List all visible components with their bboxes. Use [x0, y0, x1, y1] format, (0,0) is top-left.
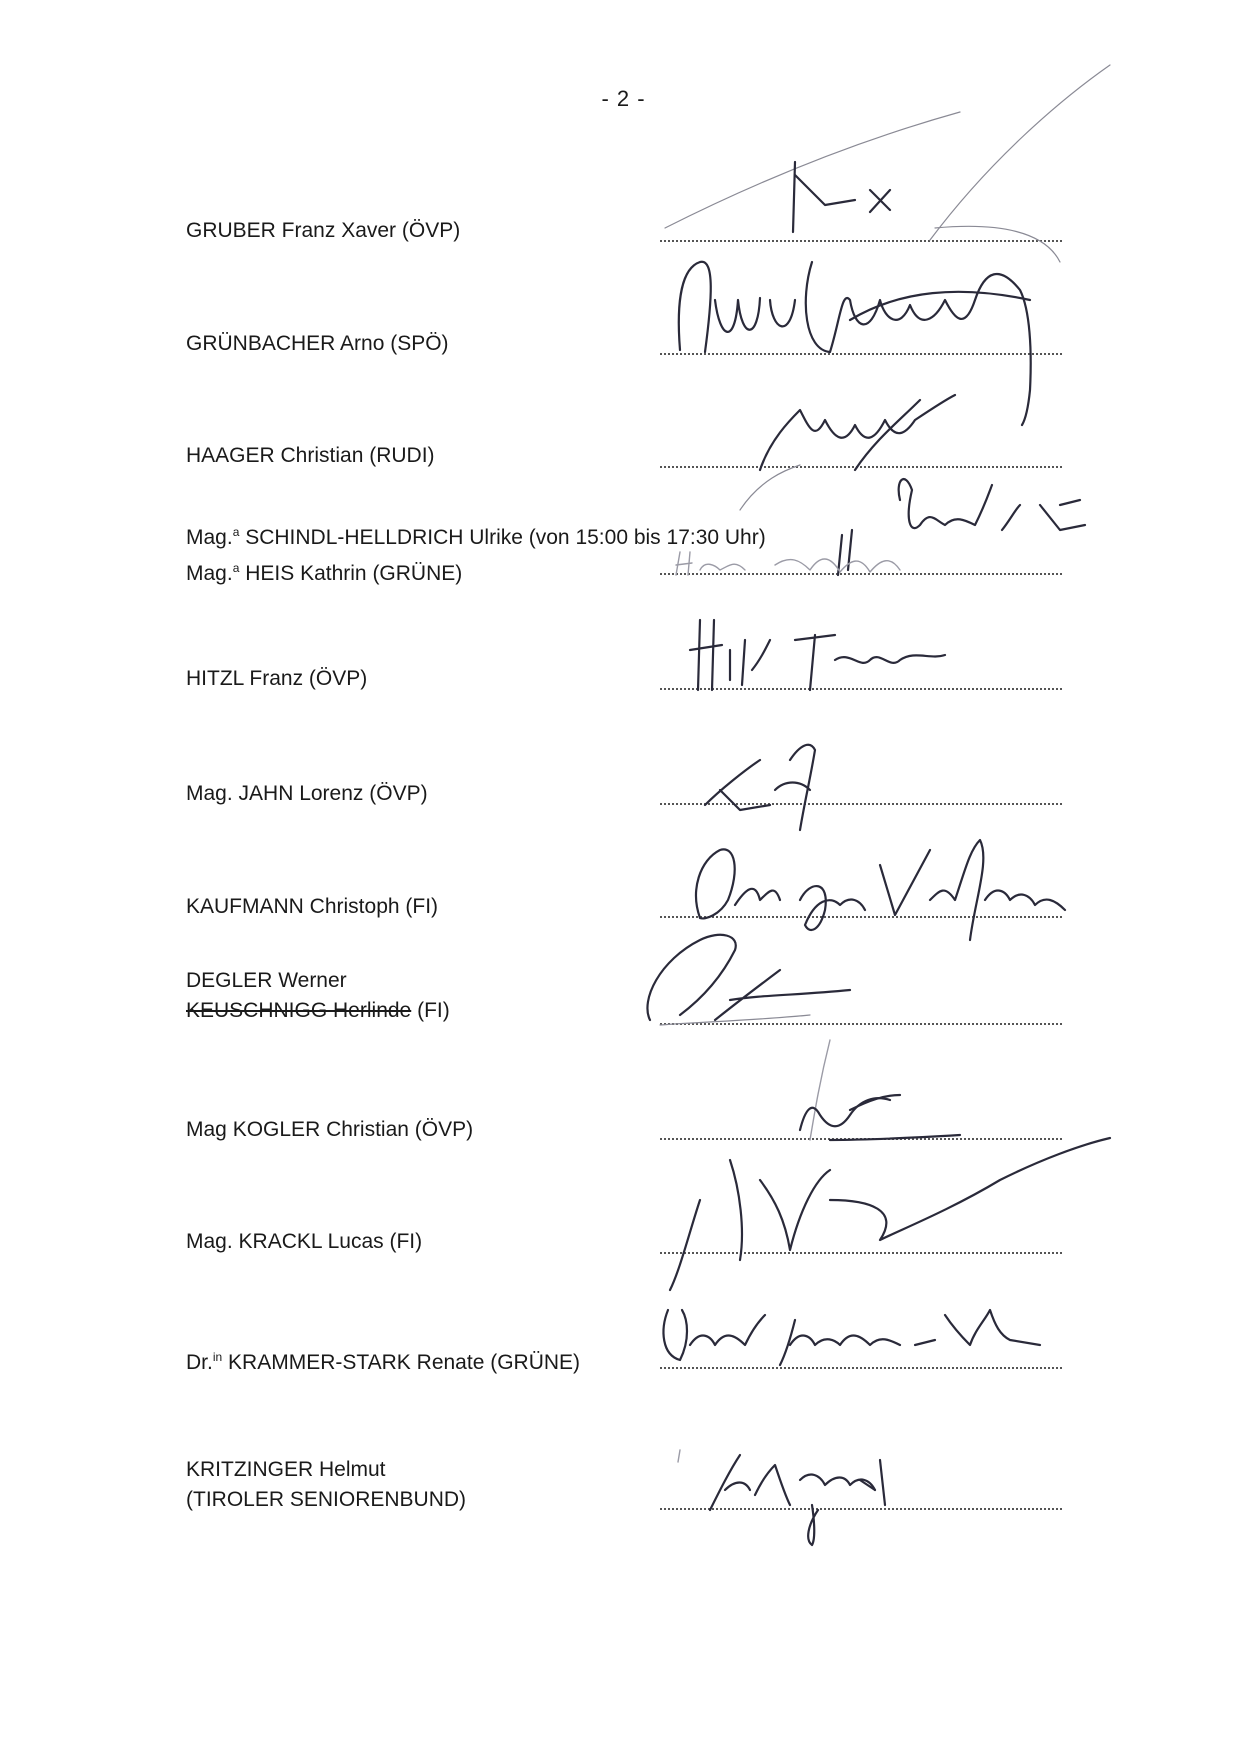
member-line: [186, 553, 766, 589]
member-name-line2: (TIROLER SENIORENBUND): [186, 1488, 467, 1511]
signature-haager: [740, 395, 955, 510]
member-name: KRAMMER-STARK Renate (GRÜNE): [228, 1351, 581, 1374]
member-party: (FI): [417, 999, 450, 1022]
sig-stroke: [860, 1460, 885, 1505]
sig-stroke: [800, 1475, 875, 1490]
sig-stroke: [790, 745, 815, 830]
sig-stroke: [690, 1315, 765, 1345]
sig-stroke: [810, 1040, 830, 1140]
signature-degler: [647, 935, 850, 1025]
sig-stroke: [679, 262, 711, 352]
signature-line: [660, 1508, 1062, 1510]
sig-stroke: [755, 1465, 790, 1505]
signature-line: [660, 916, 1062, 918]
member-label-kaufmann: [186, 892, 438, 922]
member-name: KRITZINGER Helmut: [186, 1458, 386, 1481]
sig-stroke: [808, 1505, 818, 1545]
sig-stroke: [715, 970, 850, 1020]
member-label-kogler: [186, 1115, 473, 1145]
signature-line: [660, 573, 1062, 575]
sig-stroke: [690, 620, 722, 690]
signature-kogler: [800, 1040, 960, 1140]
signature-hitzl: [690, 620, 945, 690]
sig-stroke: [710, 1455, 750, 1510]
sig-stroke: [899, 479, 1020, 530]
sig-stroke: [806, 262, 1031, 425]
sig-stroke: [1040, 500, 1085, 530]
sig-stroke: [715, 298, 760, 332]
member-label-kritzinger: [186, 1455, 466, 1515]
signature-line: [660, 240, 1062, 242]
sig-stroke: [850, 292, 1030, 320]
signature-line: [660, 1023, 1062, 1025]
signature-kaufmann: [696, 840, 1065, 940]
signature-line: [660, 1367, 1062, 1369]
signature-kritzinger: [678, 1450, 885, 1545]
sig-stroke: [985, 891, 1065, 910]
signature-line: [660, 688, 1062, 690]
member-name: KAUFMANN Christoph (FI): [186, 895, 439, 918]
sig-stroke-faint: [665, 112, 960, 228]
member-label-krackl: [186, 1227, 422, 1257]
sig-stroke: [838, 530, 852, 575]
substitute-title: Mag.: [186, 526, 233, 549]
signature-line: [660, 1252, 1062, 1254]
member-name: GRÜNBACHER Arno (SPÖ): [186, 332, 449, 355]
sig-stroke: [740, 465, 800, 510]
sig-stroke: [670, 1200, 700, 1290]
sig-stroke: [945, 1310, 1040, 1345]
sig-stroke: [770, 300, 795, 326]
sig-stroke: [855, 400, 920, 470]
sig-stroke: [664, 1310, 687, 1360]
signature-krammer-stark: [664, 1310, 1040, 1365]
signature-line: [660, 466, 1062, 468]
sig-stroke: [800, 886, 865, 930]
member-title: Dr.: [186, 1351, 213, 1374]
sig-stroke: [735, 889, 780, 905]
sig-stroke: [793, 162, 795, 232]
signature-krackl: [670, 1138, 1110, 1290]
sig-stroke: [647, 935, 735, 1020]
sig-stroke: [730, 640, 770, 685]
member-name: KOGLER Christian (ÖVP): [232, 1118, 474, 1141]
member-name: HEIS Kathrin (GRÜNE): [245, 562, 463, 585]
signature-gruber: [793, 162, 1060, 262]
sig-stroke: [795, 175, 855, 205]
member-title: Mag.: [186, 1230, 233, 1253]
member-label-gruenbacher: [186, 329, 449, 359]
sig-stroke: [760, 395, 955, 470]
member-label-jahn: [186, 779, 428, 809]
replacement-name: DEGLER Werner: [186, 969, 347, 992]
sig-stroke: [800, 1098, 890, 1130]
member-label-heis: [186, 517, 766, 589]
member-label-krammer-stark: [186, 1342, 580, 1378]
member-title: Mag.: [186, 562, 233, 585]
member-label-hitzl: [186, 664, 367, 694]
substitute-line: [186, 517, 766, 553]
member-name: KRACKL Lucas (FI): [238, 1230, 423, 1253]
member-name: HITZL Franz (ÖVP): [186, 667, 368, 690]
signature-gruenbacher: [679, 262, 1031, 425]
struck-name: KEUSCHNIGG Herlinde: [186, 999, 412, 1022]
sig-stroke: [775, 559, 900, 572]
sig-stroke: [835, 655, 945, 663]
sig-stroke: [830, 1138, 1110, 1240]
sig-stroke: [696, 849, 735, 918]
substitute-name: SCHINDL-HELLDRICH Ulrike (von 15:00 bis 17:30 Uhr): [245, 526, 766, 549]
member-title: Mag: [186, 1118, 227, 1141]
sig-stroke: [678, 1450, 680, 1462]
member-title: Mag.: [186, 782, 233, 805]
signature-line: [660, 353, 1062, 355]
sig-stroke: [915, 1340, 935, 1345]
member-title-sup: in: [212, 1350, 223, 1364]
signature-schindl: [838, 479, 1085, 575]
member-name: HAAGER Christian (RUDI): [186, 444, 435, 467]
signature-line: [660, 803, 1062, 805]
page-number: - 2 -: [601, 86, 646, 111]
member-name: JAHN Lorenz (ÖVP): [238, 782, 428, 805]
sig-stroke: [780, 1320, 900, 1365]
struck-member-line: [186, 996, 450, 1026]
sig-stroke: [730, 1160, 830, 1260]
sig-stroke: [775, 783, 810, 791]
sig-stroke: [795, 635, 835, 690]
signature-jahn: [705, 745, 815, 830]
substitute-title-sup: a: [232, 525, 240, 539]
member-name: GRUBER Franz Xaver (ÖVP): [186, 219, 461, 242]
sig-stroke: [850, 1095, 900, 1110]
member-label-degler: [186, 966, 450, 1026]
signature-line: [660, 1138, 1062, 1140]
sig-stroke: [880, 850, 930, 915]
sig-stroke: [930, 840, 983, 940]
member-title-sup: a: [232, 561, 240, 575]
sig-stroke: [870, 190, 890, 212]
member-label-haager: [186, 441, 435, 471]
sig-stroke: [935, 226, 1060, 262]
member-label-gruber: [186, 216, 460, 246]
